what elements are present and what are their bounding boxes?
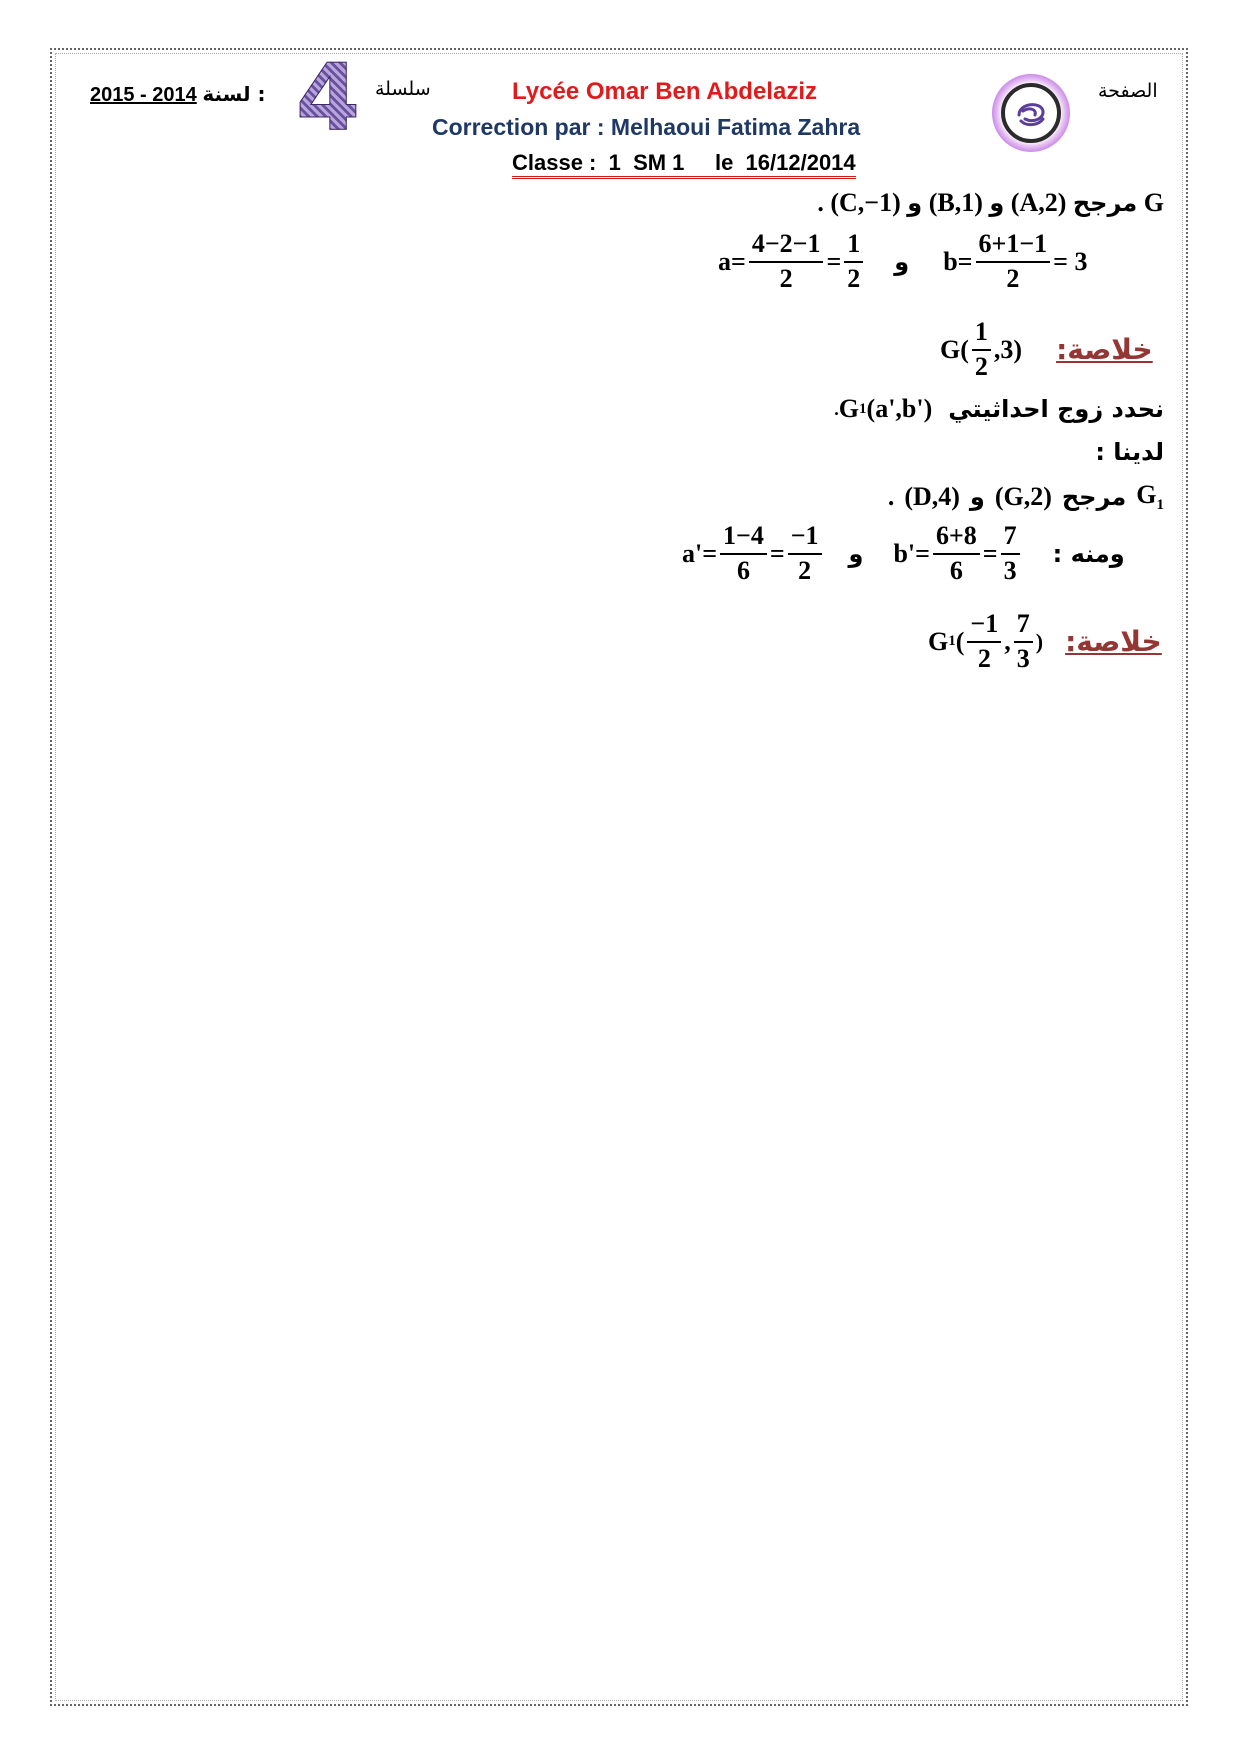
point-g: G (1143, 188, 1164, 217)
barycenter-statement-1 (817, 188, 1164, 218)
and-word: و (848, 539, 864, 568)
and-word: و (989, 189, 1005, 217)
conclusion-2 (928, 610, 1162, 673)
and-word: و (907, 189, 923, 217)
coordinates-formula-g (718, 230, 1087, 293)
correction-name: Melhaoui Fatima Zahra (610, 114, 861, 140)
conclusion-1 (940, 318, 1153, 381)
b-fraction: $\frac{6+1-1}{2}$ (976, 230, 1051, 293)
class-line: Classe : 1 SM 1 le 16/12/2014 (512, 150, 856, 179)
logo-emblem-icon (992, 74, 1070, 152)
determine-text: نحدد زوج احداثيتي (948, 395, 1164, 423)
correction-line (432, 114, 860, 141)
point-c: (C,−1) (830, 188, 901, 217)
conclusion-label: خلاصة: (1056, 333, 1153, 367)
barycenter-word: مرجح (1072, 189, 1138, 217)
hence-label: ومنه : (1052, 539, 1125, 568)
series-label: سلسلة (375, 78, 431, 100)
a-prime-fraction: $\frac{1-4}{6}$ (720, 522, 767, 585)
g1-coordinates: G 1 ( $\frac{-1}{2}$ , $\frac{7}{3}$ ) (928, 609, 1044, 673)
page-label: الصفحة (1098, 80, 1158, 102)
a-prime-result: $\frac{-1}{2}$ (788, 522, 822, 585)
correction-prefix: Correction par : (432, 114, 605, 140)
we-have-label: لدينا : (1095, 438, 1164, 466)
determine-coordinates-line: . G 1 (a',b') نحدد زوج احداثيتي (834, 394, 1164, 423)
coordinates-formula-g1: a'= $\frac{1-4}{6}$ = $\frac{-1}{2}$ و b'= $\frac{6+8}{6}$ = $\frac{7}{3}$ ومنه : (682, 521, 1125, 585)
year-label: لسنة : (202, 82, 266, 106)
school-name: Lycée Omar Ben Abdelaziz (512, 78, 817, 105)
a-fraction: $\frac{4-2-1}{2}$ (749, 230, 824, 293)
b-prime-result: $\frac{7}{3}$ (1001, 522, 1020, 585)
conclusion-label: خلاصة: (1065, 625, 1162, 659)
point-b: (B,1) (928, 188, 983, 217)
b-result: = 3 (1053, 246, 1088, 276)
emblem-glyph-icon (1011, 93, 1051, 133)
a-result: $\frac{1}{2}$ (844, 230, 863, 293)
page-border (50, 44, 1188, 1706)
g-coordinates: G( $\frac{1}{2}$ ,3) (940, 317, 1023, 381)
barycenter-word: مرجح (1061, 483, 1127, 511)
barycenter-statement-2: . (D,4) و (G,2) مرجح $G_1$ (887, 480, 1164, 513)
and-word: و (894, 247, 910, 276)
series-number-logo: 4 (296, 44, 361, 151)
point-d: (D,4) (904, 482, 960, 511)
school-year: 2015 - 2014 (90, 84, 197, 106)
b-prime-fraction: $\frac{6+8}{6}$ (933, 522, 980, 585)
point-g-weighted: (G,2) (994, 482, 1052, 511)
year-block (90, 82, 265, 107)
b-lhs: b= (943, 246, 973, 276)
point-a: (A,2) (1010, 188, 1067, 217)
a-lhs: a= (718, 246, 746, 276)
equals: = (826, 246, 842, 276)
dot: . (817, 188, 824, 217)
and-word: و (969, 483, 985, 511)
